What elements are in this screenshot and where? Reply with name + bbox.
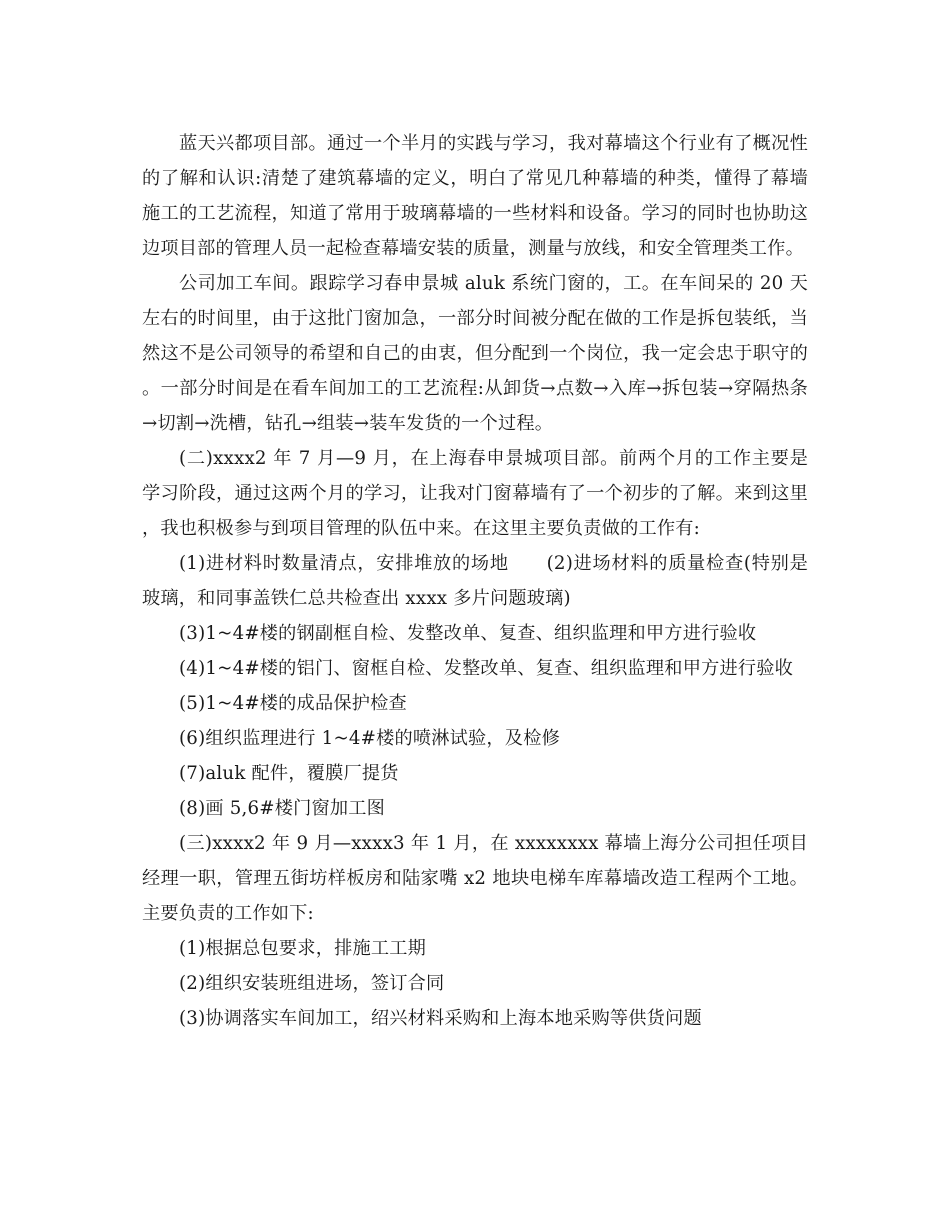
list-item-aluminum-frame: (4)1~4#楼的铝门、窗框自检、发整改单、复查、组织监理和甲方进行验收 [179,658,794,679]
list-item-spray-test: (6)组织监理进行 1~4#楼的喷淋试验，及检修 [179,728,560,749]
list-item-install-team: (2)组织安装班组进场，签订合同 [179,973,445,994]
list-item-materials: (1)进材料时数量清点，安排堆放的场地 (2)进场材料的质量检查(特别是玻璃，和同事盖铁仁总共检查出 xxxx 多片问题玻璃) [142,553,808,609]
paragraph-section-two: (二)xxxx2 年 7 月—9 月，在上海春申景城项目部。前两个月的工作主要是学习阶段，通过这两个月的学习，让我对门窗幕墙有了一个初步的了解。来到这里，我也积极参与到项目管理的队伍中来。在这里主要负责做的工作有: [142,448,808,539]
paragraph-workshop: 公司加工车间。跟踪学习春申景城 aluk 系统门窗的，工。在车间呆的 20 天左右的时间里，由于这批门窗加急，一部分时间被分配在做的工作是拆包装纸，当然这不是公司领导的希望和自己的由衷，但分配到一个岗位，我一定会忠于职守的。一部分时间是在看车间加工的工艺流程:从卸货→点数→入库→拆包装→穿隔热条→切割→洗槽，钻孔→组装→装车发货的一个过程。 [142,273,808,434]
list-item-supply: (3)协调落实车间加工，绍兴材料采购和上海本地采购等供货问题 [179,1008,702,1029]
list-item-aluk-parts: (7)aluk 配件，覆膜厂提货 [179,763,399,784]
paragraph-section-three: (三)xxxx2 年 9 月—xxxx3 年 1 月，在 xxxxxxxx 幕墙上海分公司担任项目经理一职，管理五街坊样板房和陆家嘴 x2 地块电梯车库幕墙改造工程两个工地。主要负责的工作如下: [142,833,808,924]
list-item-product-protection: (5)1~4#楼的成品保护检查 [179,693,407,714]
list-item-drawings: (8)画 5,6#楼门窗加工图 [179,798,386,819]
document-body [142,126,808,1036]
list-item-steel-frame: (3)1~4#楼的钢副框自检、发整改单、复查、组织监理和甲方进行验收 [179,623,757,644]
paragraph-project-intro: 蓝天兴都项目部。通过一个半月的实践与学习，我对幕墙这个行业有了概况性的了解和认识:清楚了建筑幕墙的定义，明白了常见几种幕墙的种类，懂得了幕墙施工的工艺流程，知道了常用于玻璃幕墙的一些材料和设备。学习的同时也协助这边项目部的管理人员一起检查幕墙安装的质量，测量与放线，和安全管理类工作。 [142,133,808,259]
list-item-schedule: (1)根据总包要求，排施工工期 [179,938,427,959]
